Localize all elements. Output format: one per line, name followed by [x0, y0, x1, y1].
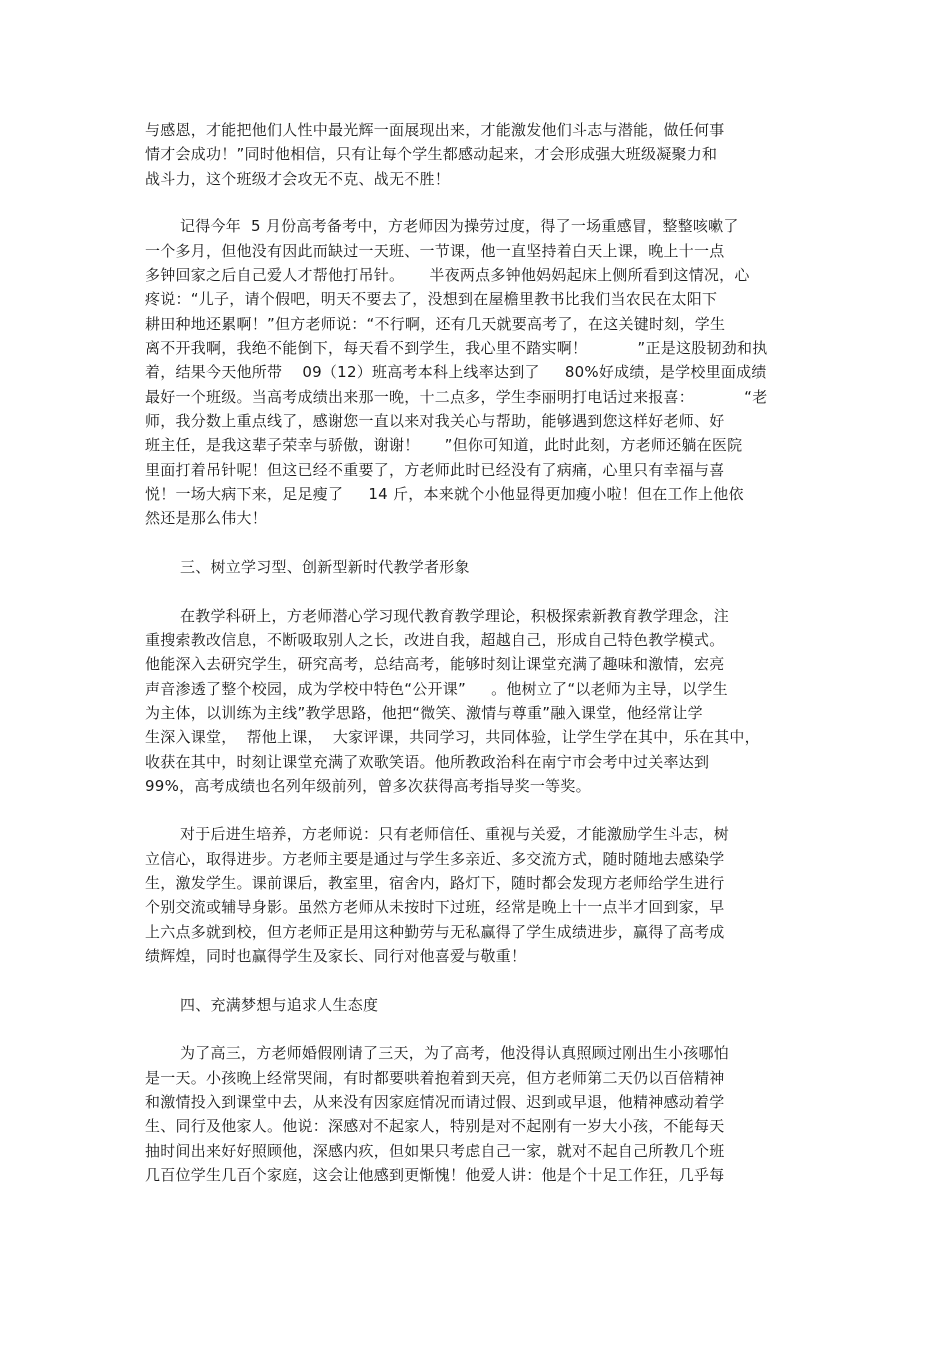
section-heading: 三、树立学习型、创新型新时代教学者形象	[180, 558, 470, 576]
text-line: 收获在其中，时刻让课堂充满了欢歌笑语。他所教政治科在南宁市会考中过关率达到	[145, 753, 710, 771]
text-line: 上六点多就到校，但方老师正是用这种勤劳与无私赢得了学生成绩进步，赢得了高考成	[145, 923, 725, 941]
section-heading: 四、充满梦想与追求人生态度	[180, 996, 379, 1014]
text-line: 里面打着吊针呢！但这已经不重要了，方老师此时已经没有了病痛，心里只有幸福与喜	[145, 461, 725, 479]
text-line: 悦！一场大病下来，足足瘦了 14 斤，本来就个小他显得更加瘦小啦！但在工作上他依	[145, 485, 744, 503]
text-line: 记得今年 5 月份高考备考中，方老师因为操劳过度，得了一场重感冒，整整咳嗽了	[180, 217, 739, 235]
text-line: 他能深入去研究学生，研究高考，总结高考，能够时刻让课堂充满了趣味和激情，宏亮	[145, 655, 725, 673]
text-line: 情才会成功！”同时他相信，只有让每个学生都感动起来，才会形成强大班级凝聚力和	[145, 145, 718, 163]
text-line: 耕田种地还累啊！”但方老师说：“不行啊，还有几天就要高考了，在这关键时刻，学生	[145, 315, 726, 333]
text-line: 与感恩，才能把他们人性中最光辉一面展现出来，才能激发他们斗志与潜能，做任何事	[145, 121, 725, 139]
text-line: 师，我分数上重点线了，感谢您一直以来对我关心与帮助，能够遇到您这样好老师、好	[145, 412, 725, 430]
text-line: 声音渗透了整个校园，成为学校中特色“公开课” 。他树立了“以老师为主导，以学生	[145, 680, 728, 698]
text-line: 生，激发学生。课前课后，教室里，宿舍内，路灯下，随时都会发现方老师给学生进行	[145, 874, 725, 892]
text-line: 在教学科研上，方老师潜心学习现代教育教学理论，积极探索新教育教学理念，注	[180, 607, 730, 625]
text-line: 个别交流或辅导身影。虽然方老师从未按时下过班，经常是晚上十一点半才回到家，早	[145, 898, 725, 916]
text-line: 多钟回家之后自己爱人才帮他打吊针。 半夜两点多钟他妈妈起床上侧所看到这情况，心	[145, 266, 750, 284]
text-line: 绩辉煌，同时也赢得学生及家长、同行对他喜爱与敬重！	[145, 947, 527, 965]
text-line: 生、同行及他家人。他说：深感对不起家人，特别是对不起刚有一岁大小孩，不能每天	[145, 1117, 725, 1135]
text-line: 最好一个班级。当高考成绩出来那一晚，十二点多，学生李丽明打电话过来报喜： “老	[145, 388, 768, 406]
text-line: 离不开我啊，我绝不能倒下，每天看不到学生，我心里不踏实啊！ ”正是这股韧劲和执	[145, 339, 768, 357]
text-line: 疼说：“儿子，请个假吧，明天不要去了，没想到在屋檐里教书比我们当农民在太阳下	[145, 290, 718, 308]
text-line: 着，结果今天他所带 09（12）班高考本科上线率达到了 80%好成绩，是学校里面成绩	[145, 363, 767, 381]
text-line: 抽时间出来好好照顾他，深感内疚，但如果只考虑自己一家，就对不起自己所教几个班	[145, 1142, 725, 1160]
text-line: 生深入课堂， 帮他上课， 大家评课，共同学习，共同体验，让学生学在其中，乐在其中，	[145, 728, 760, 746]
text-line: 几百位学生几百个家庭，这会让他感到更惭愧！他爱人讲：他是个十足工作狂，几乎每	[145, 1166, 725, 1184]
text-line: 班主任，是我这辈子荣幸与骄傲，谢谢！ ”但你可知道，此时此刻，方老师还躺在医院	[145, 436, 743, 454]
text-line: 重搜索教改信息，不断吸取别人之长，改进自我，超越自己，形成自己特色教学模式。	[145, 631, 725, 649]
text-line: 然还是那么伟大！	[145, 509, 268, 527]
text-line: 是一天。小孩晚上经常哭闹，有时都要哄着抱着到天亮，但方老师第二天仍以百倍精神	[145, 1069, 725, 1087]
text-line: 立信心，取得进步。方老师主要是通过与学生多亲近、多交流方式，随时随地去感染学	[145, 850, 725, 868]
text-line: 对于后进生培养，方老师说：只有老师信任、重视与关爱，才能激励学生斗志，树	[180, 825, 730, 843]
text-line: 战斗力，这个班级才会攻无不克、战无不胜！	[145, 170, 451, 188]
text-line: 一个多月，但他没有因此而缺过一天班、一节课，他一直坚持着白天上课，晚上十一点	[145, 242, 725, 260]
text-line: 和激情投入到课堂中去，从来没有因家庭情况而请过假、迟到或早退，他精神感动着学	[145, 1093, 725, 1111]
text-line: 99%，高考成绩也名列年级前列，曾多次获得高考指导奖一等奖。	[145, 777, 591, 795]
text-line: 为了高三，方老师婚假刚请了三天，为了高考，他没得认真照顾过刚出生小孩哪怕	[180, 1044, 730, 1062]
text-line: 为主体，以训练为主线”教学思路，他把“微笑、激情与尊重”融入课堂，他经常让学	[145, 704, 703, 722]
